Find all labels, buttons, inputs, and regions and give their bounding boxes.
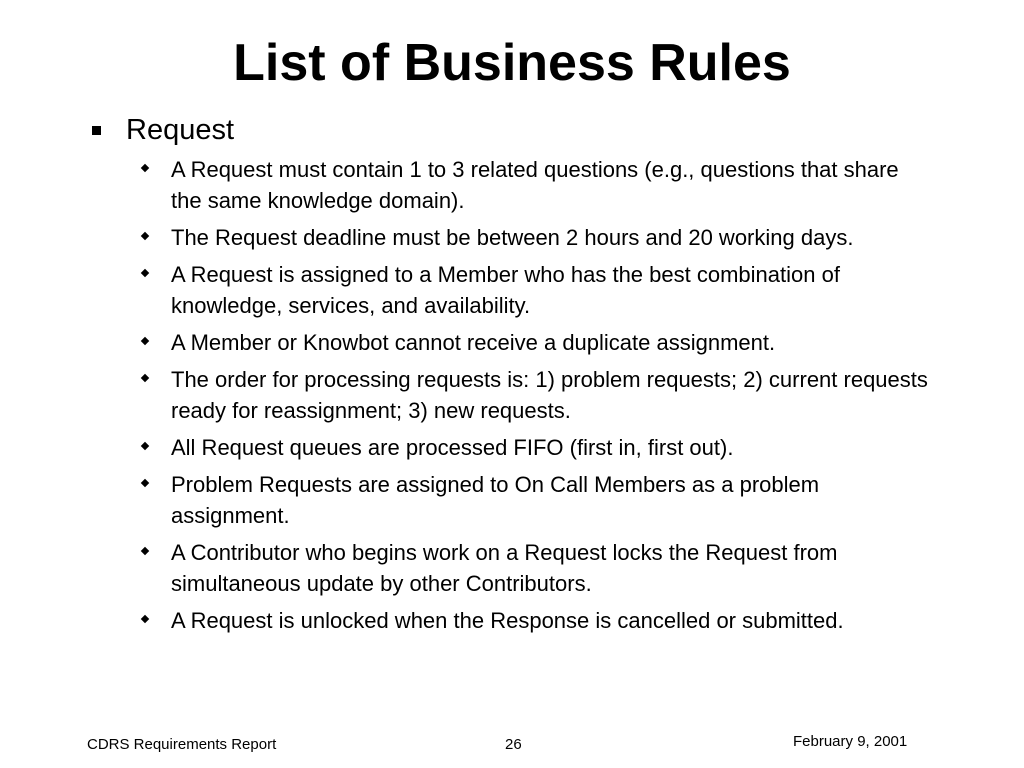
diamond-bullet-icon	[141, 374, 149, 382]
footer-date: February 9, 2001	[793, 733, 908, 750]
slide-title: List of Business Rules	[233, 34, 791, 92]
rule-text: All Request queues are processed FIFO (first in, first out).	[171, 435, 734, 460]
rule-item	[90, 432, 931, 463]
diamond-bullet-icon	[141, 164, 149, 172]
rule-text: A Member or Knowbot cannot receive a duplicate assignment.	[171, 330, 776, 355]
diamond-bullet-icon	[141, 479, 149, 487]
footer-page-number: 26	[505, 736, 522, 753]
slide-content	[90, 112, 950, 642]
rule-text: A Contributor who begins work on a Request locks the Request from simultaneous update by other Contributors.	[171, 540, 838, 596]
rule-item	[90, 605, 931, 636]
rule-text: A Request must contain 1 to 3 related questions (e.g., questions that share the same knowledge domain).	[171, 157, 899, 213]
rule-item	[90, 222, 931, 253]
rule-item	[90, 327, 931, 358]
diamond-bullet-icon	[141, 269, 149, 277]
diamond-bullet-icon	[141, 615, 149, 623]
rule-item	[90, 469, 931, 531]
rule-text: The Request deadline must be between 2 hours and 20 working days.	[171, 225, 854, 250]
rule-item	[90, 537, 931, 599]
diamond-bullet-icon	[141, 232, 149, 240]
rule-text: The order for processing requests is: 1) problem requests; 2) current requests ready for reassignment; 3) new requests.	[171, 367, 928, 423]
rule-item	[90, 154, 931, 216]
rule-text: A Request is assigned to a Member who has the best combination of knowledge, services, and availability.	[171, 262, 840, 318]
rule-text: A Request is unlocked when the Response is cancelled or submitted.	[171, 608, 844, 633]
rule-text: Problem Requests are assigned to On Call Members as a problem assignment.	[171, 472, 820, 528]
diamond-bullet-icon	[141, 337, 149, 345]
square-bullet-icon	[92, 126, 101, 135]
diamond-bullet-icon	[141, 442, 149, 450]
footer-report-name: CDRS Requirements Report	[87, 736, 277, 753]
section-request	[90, 112, 950, 148]
section-label: Request	[126, 114, 235, 146]
rule-item	[90, 364, 931, 426]
rule-item	[90, 259, 931, 321]
business-rules-list	[90, 154, 950, 636]
diamond-bullet-icon	[141, 547, 149, 555]
